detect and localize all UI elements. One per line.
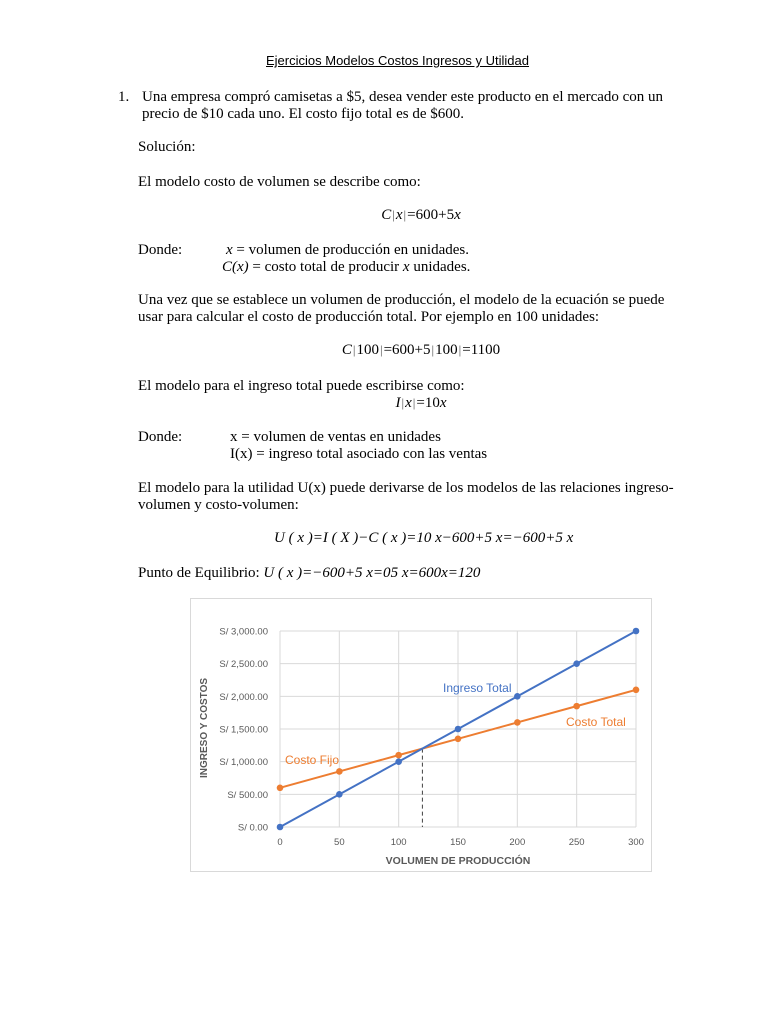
para2-line-1: Una vez que se establece un volumen de producción, el modelo de la ecuación se puede <box>138 292 665 308</box>
donde1-def-tail: unidades. <box>413 259 471 275</box>
problem-line-1: Una empresa compró camisetas a $5, desea vender este producto en el mercado con un <box>142 89 664 105</box>
solution-label: Solución: <box>138 139 196 155</box>
data-point-ingreso <box>277 824 284 831</box>
eq3-var: x <box>439 395 447 411</box>
donde2-line-2: I(x) = ingreso total asociado con las ventas <box>230 446 488 462</box>
y-tick-label: S/ 2,000.00 <box>219 691 268 703</box>
data-point-ingreso <box>514 693 521 700</box>
x-tick-label: 100 <box>390 837 407 848</box>
break-even-mid: 5 x=600 <box>390 565 442 581</box>
income-model-intro: El modelo para el ingreso total puede escribirse como: <box>138 378 465 394</box>
eq2-lhs: C <box>341 342 352 358</box>
eq3-lhs: I <box>395 395 401 411</box>
eq1-var: x <box>454 207 461 223</box>
x-tick-label: 250 <box>568 837 585 848</box>
eq1-rhs: =600+5 <box>407 207 455 223</box>
data-point-costo <box>633 687 640 694</box>
break-even-result: x=120 <box>441 565 481 581</box>
data-point-costo <box>573 703 580 710</box>
y-axis-label: INGRESO Y COSTOS <box>199 677 210 779</box>
eq1-arg: x <box>395 207 403 223</box>
eq2-arg: 100 <box>356 342 379 358</box>
income-equation: I|x|=10x <box>395 395 447 411</box>
cost-equation: C|x|=600+5x <box>381 207 461 223</box>
utility-equation: U ( x )=I ( X )−C ( x )=10 x−600+5 x=−600+5 x <box>274 530 574 546</box>
para2-line-2: usar para calcular el costo de producción total. Por ejemplo en 100 unidades: <box>138 309 600 325</box>
donde1-def-x: = volumen de producción en unidades. <box>236 242 469 258</box>
x-tick-label: 200 <box>509 837 526 848</box>
x-tick-label: 300 <box>628 837 644 848</box>
data-point-costo <box>455 736 462 743</box>
donde1-line-1 <box>226 242 469 259</box>
data-point-ingreso <box>573 660 580 667</box>
data-point-ingreso <box>336 791 343 798</box>
eq2-rhs: =1100 <box>462 342 501 358</box>
x-axis-label: VOLUMEN DE PRODUCCIÓN <box>385 855 531 867</box>
problem-line-2: precio de $10 cada uno. El costo fijo total es de $600. <box>142 106 464 122</box>
break-even-chart <box>190 598 652 872</box>
donde1-var-x: x <box>226 242 233 258</box>
eq1-lhs: C <box>381 207 392 223</box>
y-tick-label: S/ 0.00 <box>237 822 268 834</box>
donde-label-1: Donde: <box>138 242 183 258</box>
break-even-line <box>138 565 480 582</box>
donde-label-2: Donde: <box>138 429 183 445</box>
data-point-ingreso <box>395 758 402 765</box>
annotation-costo-total: Costo Total <box>566 715 626 729</box>
annotation-costo-fijo: Costo Fijo <box>285 753 340 767</box>
eq3-rhs: =10 <box>416 395 440 411</box>
para3-line-1: El modelo para la utilidad U(x) puede derivarse de los modelos de las relaciones ingreso- <box>138 480 674 496</box>
eq3-arg: x <box>405 395 412 411</box>
y-tick-label: S/ 3,000.00 <box>219 626 268 638</box>
data-point-ingreso <box>455 726 462 733</box>
x-tick-label: 150 <box>450 837 466 848</box>
y-tick-label: S/ 500.00 <box>227 789 268 801</box>
data-point-costo <box>514 719 521 726</box>
eq2-arg2: 100 <box>435 342 458 358</box>
data-point-costo <box>277 785 284 792</box>
data-point-costo <box>336 768 343 775</box>
y-tick-label: S/ 2,500.00 <box>219 659 268 671</box>
data-point-costo <box>395 752 402 759</box>
y-tick-label: S/ 1,000.00 <box>219 757 268 769</box>
cost-example-equation: C|100|=600+5|100|=1100 <box>341 342 501 358</box>
data-point-ingreso <box>633 628 640 635</box>
eq2-mid: =600+5 <box>383 342 431 358</box>
y-tick-label: S/ 1,500.00 <box>219 724 268 736</box>
list-number: 1. <box>118 89 130 105</box>
document-title: Ejercicios Modelos Costos Ingresos y Utilidad <box>266 53 529 68</box>
donde1-var-x2: x <box>402 259 410 275</box>
donde1-line-2 <box>222 259 470 276</box>
annotation-ingreso-total: Ingreso Total <box>443 681 512 695</box>
para3-line-2: volumen y costo-volumen: <box>138 497 299 513</box>
x-tick-label: 0 <box>277 837 283 848</box>
break-even-formula: U ( x )=−600+5 x=0 <box>263 565 391 581</box>
donde1-def-c: = costo total de producir <box>252 259 400 275</box>
cost-model-intro: El modelo costo de volumen se describe como: <box>138 174 421 190</box>
donde2-line-1: x = volumen de ventas en unidades <box>230 429 441 445</box>
donde1-var-c: C(x) <box>222 259 249 275</box>
break-even-label: Punto de Equilibrio: <box>138 565 260 581</box>
x-tick-label: 50 <box>334 837 345 848</box>
